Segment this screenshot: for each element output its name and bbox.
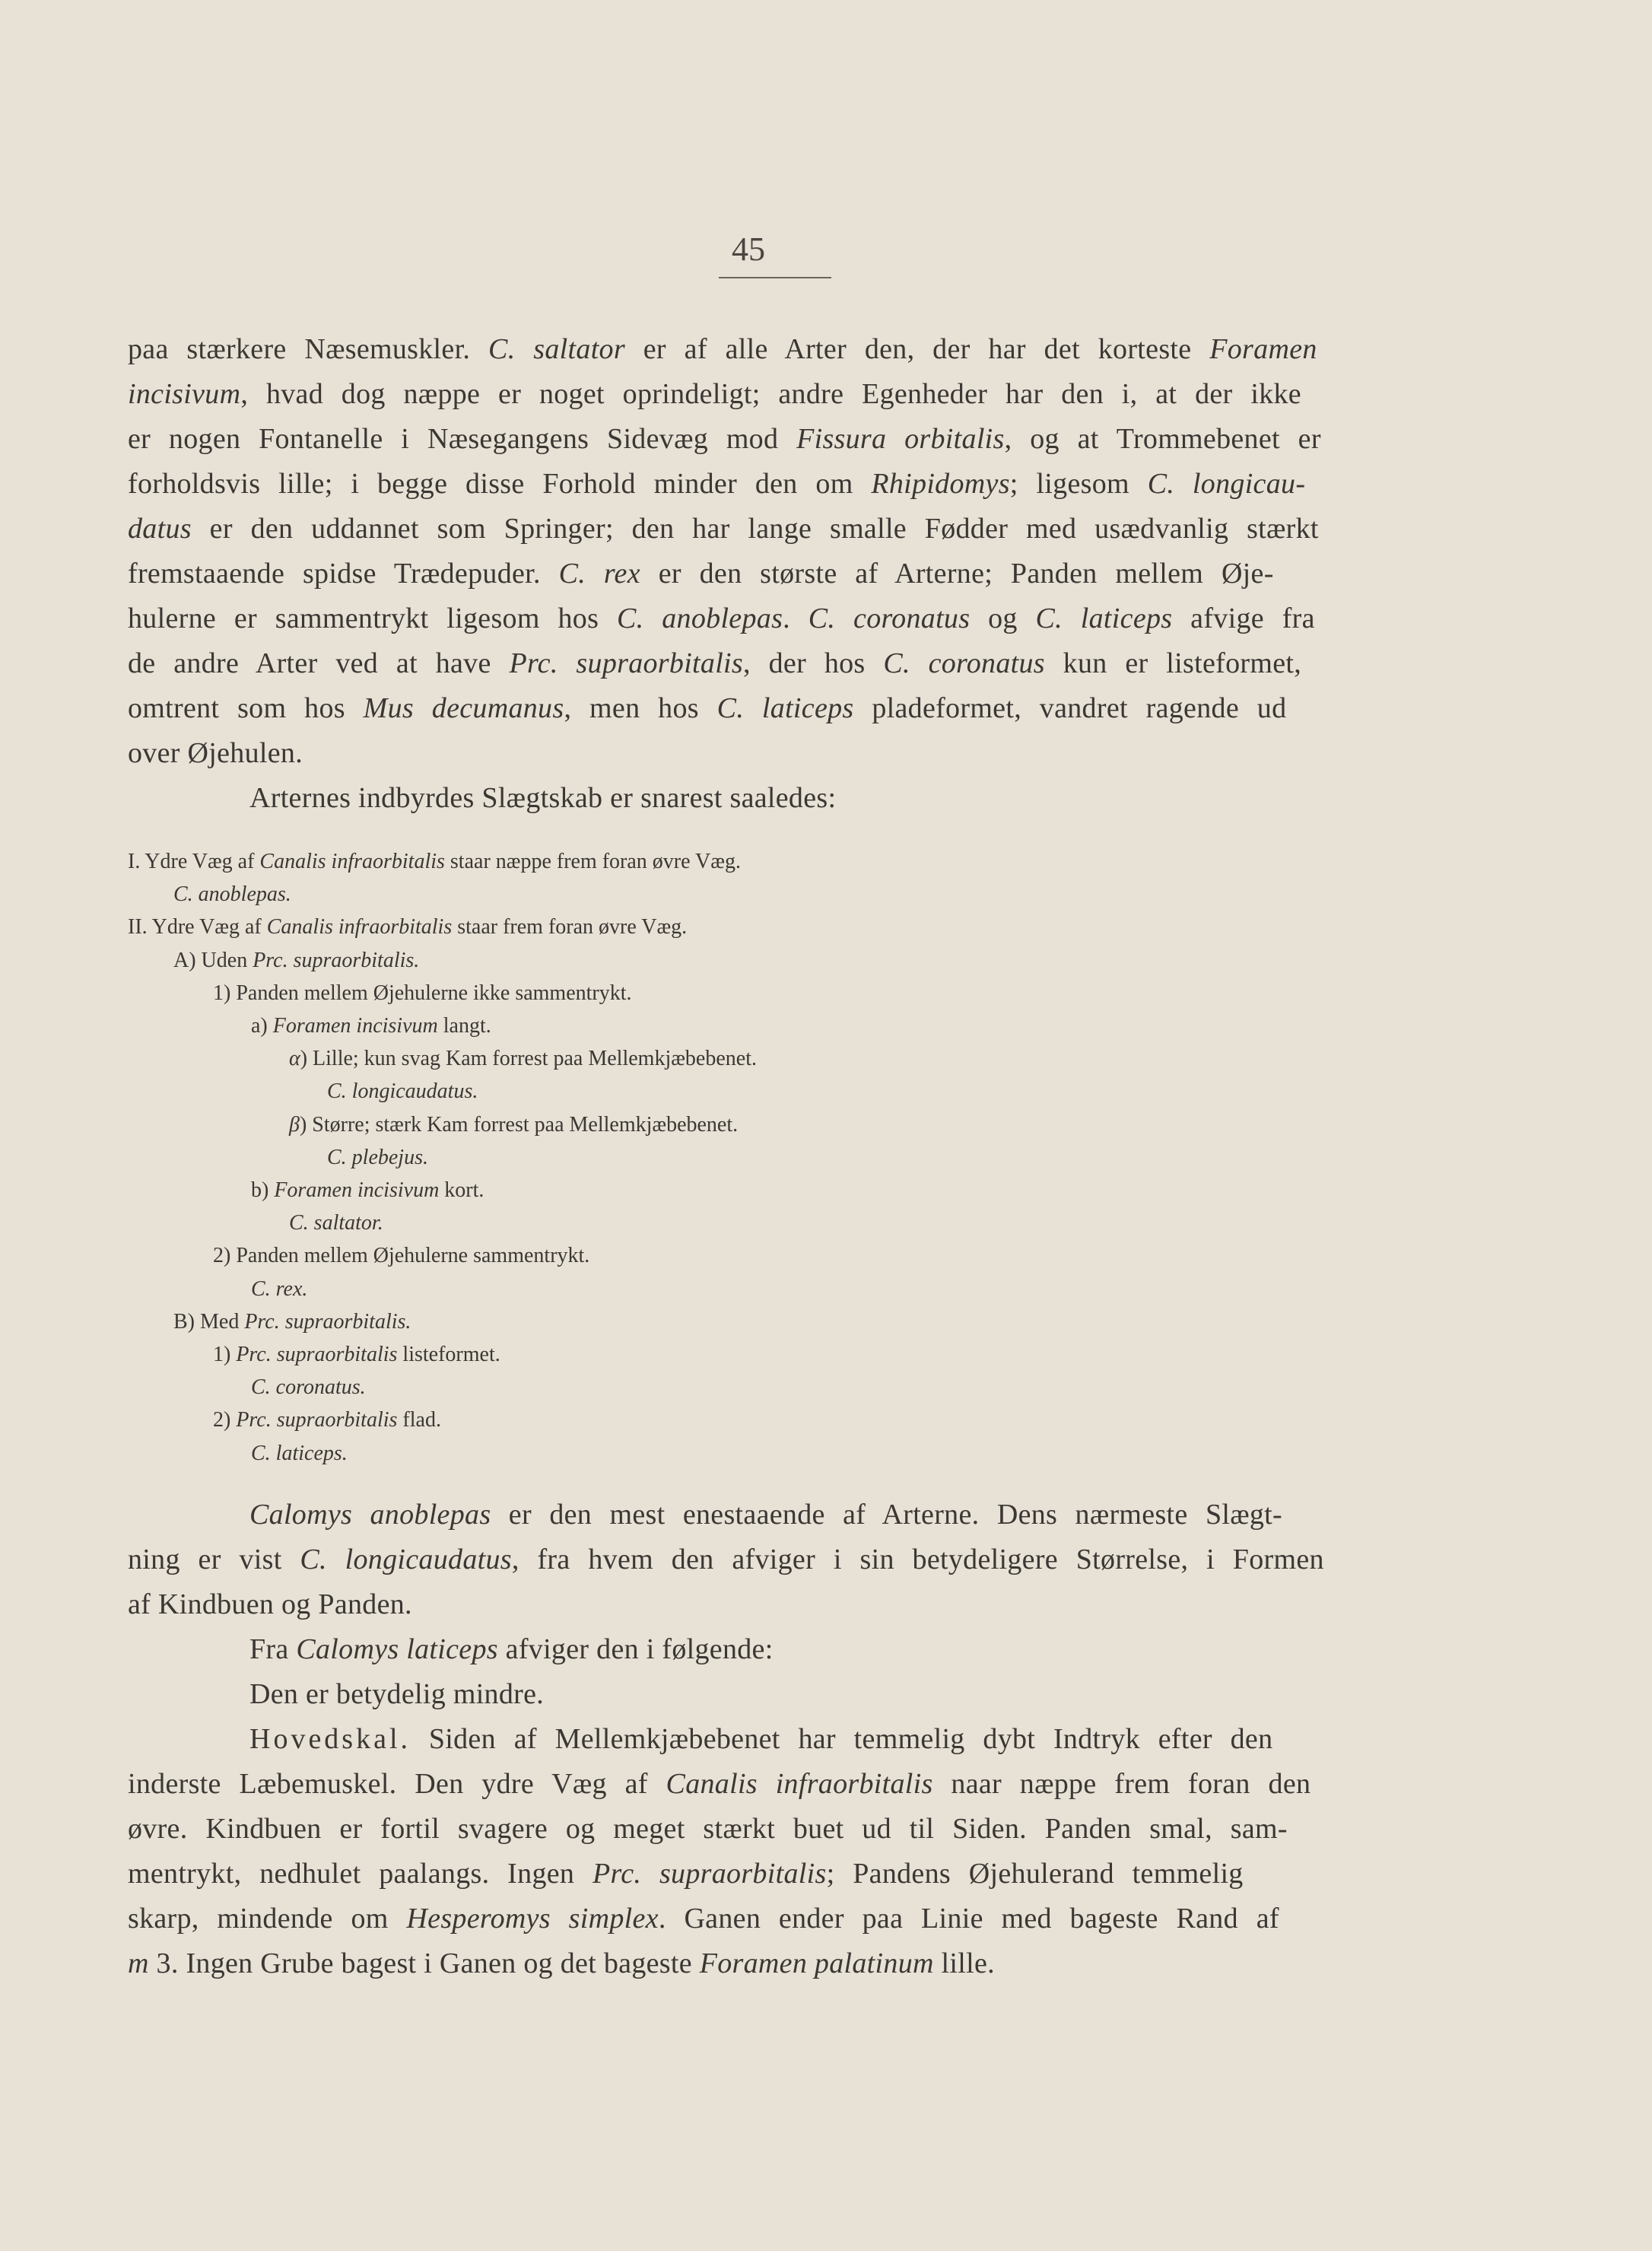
text-line bbox=[128, 552, 1404, 596]
text-line bbox=[128, 731, 1404, 776]
italic-term: Calomys anoblepas bbox=[249, 1499, 491, 1531]
italic-term: α bbox=[289, 1047, 300, 1071]
italic-term: Canalis infraorbitalis bbox=[266, 915, 453, 940]
italic-term: Prc. supraorbitalis bbox=[236, 1343, 398, 1367]
italic-term: Prc. supraorbitalis bbox=[236, 1408, 398, 1432]
key-row bbox=[128, 1075, 1345, 1108]
key-row bbox=[128, 977, 1345, 1009]
page-number-rule bbox=[719, 277, 831, 278]
text-run: staar næppe frem foran øvre Væg. bbox=[444, 850, 741, 873]
italic-term: C. laticeps. bbox=[251, 1441, 348, 1465]
text-run: II. Ydre Væg af bbox=[128, 915, 267, 940]
text-run: ; Pandens Øjehulerand temmelig bbox=[826, 1858, 1244, 1890]
page-number: 45 bbox=[732, 231, 765, 268]
paragraph-4 bbox=[128, 1627, 1404, 1672]
text-run: I. Ydre Væg af bbox=[128, 850, 260, 873]
text-run: øvre. Kindbuen er fortil svagere og meget stærkt buet ud til Siden. Panden smal, sam- bbox=[128, 1813, 1288, 1845]
italic-term: C. longicau- bbox=[1147, 468, 1306, 500]
text-run: 3. Ingen Grube bagest i Ganen og det bageste bbox=[148, 1947, 700, 1979]
text-run: er den største af Arterne; Panden mellem Øje- bbox=[640, 558, 1274, 590]
italic-term: C. rex. bbox=[251, 1277, 308, 1301]
text-line bbox=[128, 327, 1404, 372]
text-run: pladeformet, vandret ragende ud bbox=[853, 692, 1287, 724]
paragraph-2 bbox=[128, 776, 1404, 821]
paragraph-1 bbox=[128, 327, 1404, 776]
text-run: Den er betydelig mindre. bbox=[249, 1678, 545, 1710]
italic-term: Prc. supraorbitalis. bbox=[253, 948, 420, 972]
paragraph-6 bbox=[128, 1717, 1404, 1986]
italic-term: Hesperomys simplex bbox=[406, 1903, 659, 1935]
italic-term: incisivum bbox=[128, 378, 241, 410]
text-line bbox=[128, 1493, 1404, 1537]
paragraph-5 bbox=[128, 1672, 1404, 1717]
italic-term: C. coronatus. bbox=[251, 1375, 366, 1400]
text-run: . bbox=[783, 602, 809, 634]
text-run: er af alle Arter den, der har det korteste bbox=[624, 333, 1210, 365]
italic-term: Foramen palatinum bbox=[699, 1947, 934, 1979]
key-row bbox=[128, 1437, 1345, 1470]
text-run: 2) bbox=[213, 1408, 237, 1432]
italic-term: C. plebejus. bbox=[327, 1145, 428, 1169]
text-run: og bbox=[970, 602, 1036, 634]
text-run: flad. bbox=[397, 1408, 441, 1432]
text-run: er den mest enestaaende af Arterne. Dens nærmeste Slægt- bbox=[491, 1499, 1282, 1531]
text-run: naar næppe frem foran den bbox=[932, 1768, 1311, 1800]
text-line bbox=[128, 1582, 1404, 1627]
text-run: langt. bbox=[437, 1014, 491, 1038]
text-line bbox=[128, 1896, 1404, 1941]
text-line bbox=[128, 596, 1404, 641]
italic-term: C. rex bbox=[558, 558, 640, 590]
italic-term: Prc. supraorbitalis bbox=[509, 647, 744, 679]
text-run: er nogen Fontanelle i Næsegangens Sidevæg mod bbox=[128, 423, 797, 455]
text-run: b) bbox=[251, 1178, 275, 1203]
key-row bbox=[128, 1404, 1345, 1436]
italic-term: C. coronatus bbox=[808, 602, 971, 634]
italic-term: Calomys laticeps bbox=[296, 1633, 498, 1665]
key-row bbox=[128, 1174, 1345, 1207]
text-run: mentrykt, nedhulet paalangs. Ingen bbox=[128, 1858, 593, 1890]
italic-term: Canalis infraorbitalis bbox=[259, 850, 445, 873]
italic-term: m bbox=[128, 1947, 149, 1979]
italic-term: Prc. supraorbitalis. bbox=[244, 1309, 411, 1334]
italic-term: Fissura orbitalis bbox=[796, 423, 1005, 455]
key-row bbox=[128, 1338, 1345, 1371]
text-run: inderste Læbemuskel. Den ydre Væg af bbox=[128, 1768, 666, 1800]
key-row bbox=[128, 1141, 1345, 1174]
text-run: ) Lille; kun svag Kam forrest paa Mellemkjæbebenet. bbox=[300, 1047, 757, 1071]
italic-term: C. longicaudatus. bbox=[327, 1079, 478, 1104]
italic-term: C. longicaudatus bbox=[300, 1544, 512, 1575]
italic-term: Rhipidomys bbox=[871, 468, 1010, 500]
text-line bbox=[128, 1537, 1404, 1582]
text-run: , hvad dog næppe er noget oprindeligt; andre Egenheder har den i, at der ikke bbox=[240, 378, 1301, 410]
text-run: ) Større; stærk Kam forrest paa Mellemkjæbebenet. bbox=[299, 1112, 739, 1137]
italic-term: Foramen incisivum bbox=[274, 1178, 440, 1203]
italic-term: C. anoblepas bbox=[617, 602, 783, 634]
text-run: forholdsvis lille; i begge disse Forhold minder den om bbox=[128, 468, 872, 500]
text-line bbox=[128, 507, 1404, 552]
text-run: A) Uden bbox=[173, 948, 253, 972]
italic-term: Mus decumanus bbox=[363, 692, 564, 724]
italic-term: C. coronatus bbox=[883, 647, 1045, 679]
key-row bbox=[128, 1009, 1345, 1042]
text-run: fremstaaende spidse Trædepuder. bbox=[128, 558, 559, 590]
text-run: , der hos bbox=[743, 647, 884, 679]
text-run: afviger den i følgende: bbox=[497, 1633, 774, 1665]
text-run: 1) Panden mellem Øjehulerne ikke sammentrykt. bbox=[213, 981, 632, 1005]
text-run: paa stærkere Næsemuskler. bbox=[128, 333, 489, 365]
text-run: omtrent som hos bbox=[128, 692, 364, 724]
spaced-heading: Hovedskal. bbox=[249, 1723, 411, 1755]
text-line bbox=[128, 417, 1404, 462]
text-line bbox=[128, 641, 1404, 686]
identification-key bbox=[128, 845, 1345, 1470]
italic-term: datus bbox=[128, 513, 192, 545]
key-row bbox=[128, 878, 1345, 911]
key-row bbox=[128, 1042, 1345, 1075]
text-run: ning er vist bbox=[128, 1544, 300, 1575]
key-row bbox=[128, 1305, 1345, 1338]
text-run: Siden af Mellemkjæbebenet har temmelig dybt Indtryk efter den bbox=[411, 1723, 1273, 1755]
text-run: er den uddannet som Springer; den har lange smalle Fødder med usædvanlig stærkt bbox=[191, 513, 1319, 545]
key-row bbox=[128, 1273, 1345, 1305]
text-line bbox=[128, 372, 1404, 417]
text-run: hulerne er sammentrykt ligesom hos bbox=[128, 602, 617, 634]
text-run: 2) Panden mellem Øjehulerne sammentrykt. bbox=[213, 1244, 590, 1268]
text-run: a) bbox=[251, 1014, 273, 1038]
italic-term: Foramen incisivum bbox=[272, 1014, 438, 1038]
text-line bbox=[128, 686, 1404, 731]
text-run: kun er listeformet, bbox=[1044, 647, 1302, 679]
italic-term: Foramen bbox=[1209, 333, 1317, 365]
italic-term: C. anoblepas. bbox=[173, 882, 291, 907]
text-run: . Ganen ender paa Linie med bageste Rand af bbox=[658, 1903, 1279, 1935]
key-row bbox=[128, 1371, 1345, 1404]
text-run: ; ligesom bbox=[1009, 468, 1148, 500]
text-line bbox=[128, 1762, 1404, 1807]
text-run: , fra hvem den afviger i sin betydeligere Størrelse, i Formen bbox=[511, 1544, 1324, 1575]
text-line bbox=[128, 1941, 1404, 1986]
text-line bbox=[128, 462, 1404, 507]
key-row bbox=[128, 1207, 1345, 1239]
italic-term: C. saltator. bbox=[289, 1211, 383, 1235]
text-run: de andre Arter ved at have bbox=[128, 647, 510, 679]
text-run: afvige fra bbox=[1172, 602, 1315, 634]
key-row bbox=[128, 911, 1345, 943]
text-line bbox=[128, 776, 1404, 821]
text-run: Fra bbox=[249, 1633, 297, 1665]
key-row bbox=[128, 1108, 1345, 1141]
key-row bbox=[128, 944, 1345, 977]
italic-term: C. laticeps bbox=[1035, 602, 1173, 634]
text-run: kort. bbox=[439, 1178, 484, 1203]
italic-term: β bbox=[289, 1112, 300, 1137]
text-run: 1) bbox=[213, 1343, 237, 1367]
text-run: lille. bbox=[933, 1947, 995, 1979]
key-row bbox=[128, 845, 1345, 878]
text-run: , og at Trommebenet er bbox=[1004, 423, 1321, 455]
text-line bbox=[128, 1717, 1404, 1762]
key-row bbox=[128, 1239, 1345, 1272]
text-run: Arternes indbyrdes Slægtskab er snarest saaledes: bbox=[249, 782, 837, 814]
text-line bbox=[128, 1627, 1404, 1672]
text-line bbox=[128, 1807, 1404, 1852]
text-run: staar frem foran øvre Væg. bbox=[452, 915, 688, 940]
text-line bbox=[128, 1852, 1404, 1896]
text-run: B) Med bbox=[173, 1309, 245, 1334]
text-run: , men hos bbox=[564, 692, 717, 724]
text-line bbox=[128, 1672, 1404, 1717]
italic-term: C. laticeps bbox=[716, 692, 854, 724]
italic-term: Prc. supraorbitalis bbox=[592, 1858, 827, 1890]
text-run: listeformet. bbox=[397, 1343, 500, 1367]
italic-term: Canalis infraorbitalis bbox=[666, 1768, 933, 1800]
paragraph-3 bbox=[128, 1493, 1404, 1627]
text-run: over Øjehulen. bbox=[128, 737, 303, 769]
text-run: af Kindbuen og Panden. bbox=[128, 1588, 412, 1620]
text-run: skarp, mindende om bbox=[128, 1903, 407, 1935]
italic-term: C. saltator bbox=[488, 333, 625, 365]
